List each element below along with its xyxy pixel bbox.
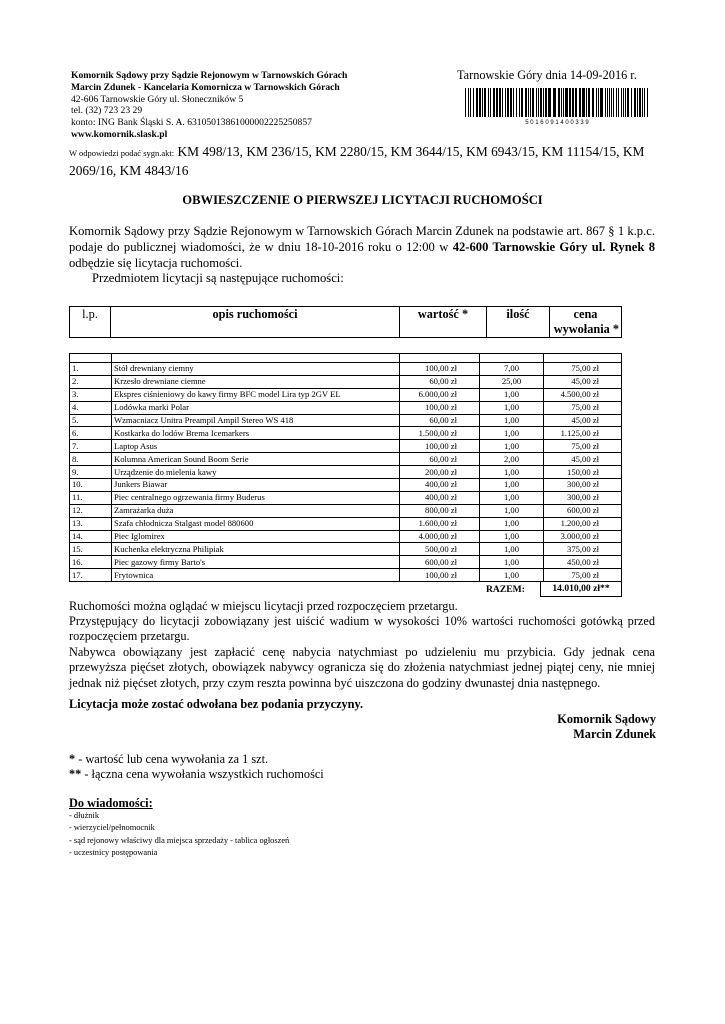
item-lp: 14. <box>70 530 112 543</box>
table-row <box>70 427 622 440</box>
distribution-item: - sąd rejonowy właściwy dla miejsca sprzedaży - tablica ogłoszeń <box>69 835 290 845</box>
item-starting-price: 75,00 zł <box>544 569 622 582</box>
item-starting-price: 4.500,00 zł <box>544 388 622 401</box>
footnote-mark-1: * <box>69 752 76 766</box>
header-price-line2: wywołania * <box>553 322 619 336</box>
item-description: Junkers Biawar <box>112 479 400 492</box>
item-description: Krzesło drewniane ciemne <box>112 375 400 388</box>
item-value: 60,00 zł <box>400 414 480 427</box>
header-price-line1: cena <box>573 307 598 321</box>
item-value: 400,00 zł <box>400 479 480 492</box>
item-starting-price: 300,00 zł <box>544 491 622 504</box>
table-row <box>70 556 622 569</box>
total-label: RAZEM: <box>486 584 525 595</box>
viewing-info: Ruchomości można oglądać w miejscu licytacji przed rozpoczęciem przetargu. <box>69 599 458 613</box>
office-phone: tel. (32) 723 23 29 <box>71 105 143 117</box>
item-value: 100,00 zł <box>400 401 480 414</box>
table-row <box>70 543 622 556</box>
item-description: Lodówka marki Polar <box>112 401 400 414</box>
signature-name: Marcin Zdunek <box>573 727 656 742</box>
auction-location: 42-600 Tarnowskie Góry ul. Rynek 8 <box>452 240 655 254</box>
footnote-text-1: - wartość lub cena wywołania za 1 szt. <box>75 752 269 766</box>
item-value: 60,00 zł <box>400 453 480 466</box>
item-quantity: 1,00 <box>480 479 544 492</box>
item-description: Piec gazowy firmy Barto's <box>112 556 400 569</box>
item-lp: 5. <box>70 414 112 427</box>
header-value: wartość * <box>400 307 487 338</box>
item-description: Ekspres ciśnieniowy do kawy firmy BFC model Lira typ 2GV EL <box>112 388 400 401</box>
item-quantity: 1,00 <box>480 543 544 556</box>
item-starting-price: 45,00 zł <box>544 414 622 427</box>
office-name-2: Marcin Zdunek - Kancelaria Komornicza w Tarnowskich Górach <box>71 81 340 93</box>
item-value: 6.000,00 zł <box>400 388 480 401</box>
document-title: OBWIESZCZENIE O PIERWSZEJ LICYTACJI RUCHOMOŚCI <box>182 193 543 207</box>
table-row <box>70 414 622 427</box>
intro-text-1: Komornik Sądowy przy Sądzie Rejonowym w Tarnowskich Górach Marcin Zdunek na podstawie art. 867 § 1 k.p.c. podaje do publicznej wiadomości, że w dniu 18-10-2016 roku o 12:00 w <box>69 224 655 254</box>
table-row <box>70 491 622 504</box>
distribution-item: - wierzyciel/pełnomocnik <box>69 823 155 833</box>
item-quantity: 7,00 <box>480 363 544 376</box>
item-value: 200,00 zł <box>400 466 480 479</box>
barcode-image <box>463 88 651 126</box>
item-quantity: 25,00 <box>480 375 544 388</box>
item-lp: 11. <box>70 491 112 504</box>
item-starting-price: 75,00 zł <box>544 363 622 376</box>
item-quantity: 1,00 <box>480 388 544 401</box>
cancellation-notice: Licytacja może zostać odwołana bez podania przyczyny. <box>69 697 364 711</box>
item-starting-price: 300,00 zł <box>544 479 622 492</box>
office-website: www.komornik.slask.pl <box>71 128 168 140</box>
item-lp: 13. <box>70 517 112 530</box>
reference-prefix: W odpowiedzi podać sygn.akt: <box>69 148 175 158</box>
item-description: Wzmacniacz Unitra Preampil Ampil Stereo WS 418 <box>112 414 400 427</box>
item-quantity: 1,00 <box>480 569 544 582</box>
distribution-list <box>69 810 289 859</box>
item-value: 600,00 zł <box>400 556 480 569</box>
item-lp: 3. <box>70 388 112 401</box>
item-description: Kostkarka do lodów Brema Icemarkers <box>112 427 400 440</box>
deposit-info: Przystępujący do licytacji zobowiązany jest uiścić wadium w wysokości 10% wartości ruchomości gotówką przed rozpoczęciem przetargu. <box>69 614 655 644</box>
signature <box>557 712 656 743</box>
item-value: 1.500,00 zł <box>400 427 480 440</box>
items-table <box>69 353 622 582</box>
item-quantity: 2,00 <box>480 453 544 466</box>
item-quantity: 1,00 <box>480 556 544 569</box>
item-lp: 2. <box>70 375 112 388</box>
payment-info: Nabywca obowiązany jest zapłacić cenę nabycia natychmiast po udzieleniu mu przybicia. Gdy jednak cena przewyższa pięćset złotych, obowiązek nabywcy ogranicza się do złożenia natychmiast jednej piątej ceny, nie mniej jednak niż pięćset złotych, przy czym reszta powinna być uiszczona do godziny dwunastej dnia następnego. <box>69 645 655 690</box>
item-value: 400,00 zł <box>400 491 480 504</box>
items-table-header <box>69 306 622 338</box>
distribution-item: - dłużnik <box>69 811 100 820</box>
footnote-text-2: - łączna cena wywołania wszystkich ruchomości <box>81 767 324 781</box>
table-row <box>70 479 622 492</box>
table-row <box>70 530 622 543</box>
item-starting-price: 450,00 zł <box>544 556 622 569</box>
item-starting-price: 375,00 zł <box>544 543 622 556</box>
intro-text-2: odbędzie się licytacja ruchomości. <box>69 256 243 270</box>
item-description: Frytownica <box>112 569 400 582</box>
header-quantity: ilość <box>487 307 550 338</box>
item-lp: 10. <box>70 479 112 492</box>
item-value: 100,00 zł <box>400 569 480 582</box>
item-description: Urządzenie do mielenia kawy <box>112 466 400 479</box>
item-value: 100,00 zł <box>400 363 480 376</box>
item-quantity: 1,00 <box>480 414 544 427</box>
case-references <box>69 143 669 179</box>
item-lp: 17. <box>70 569 112 582</box>
item-quantity: 1,00 <box>480 427 544 440</box>
item-description: Kolumna American Sound Boom Serie <box>112 453 400 466</box>
item-description: Piec centralnego ogrzewania firmy Buderus <box>112 491 400 504</box>
item-quantity: 1,00 <box>480 491 544 504</box>
signature-title: Komornik Sądowy <box>557 712 656 726</box>
table-row <box>70 466 622 479</box>
item-lp: 7. <box>70 440 112 453</box>
item-starting-price: 1.125,00 zł <box>544 427 622 440</box>
item-lp: 4. <box>70 401 112 414</box>
header-description: opis ruchomości <box>111 307 400 338</box>
item-value: 100,00 zł <box>400 440 480 453</box>
table-row <box>70 517 622 530</box>
item-lp: 1. <box>70 363 112 376</box>
barcode-digits: 5 0 1 6 0 9 1 4 0 0 3 3 9 <box>525 120 589 126</box>
item-lp: 9. <box>70 466 112 479</box>
item-lp: 12. <box>70 504 112 517</box>
item-quantity: 1,00 <box>480 401 544 414</box>
table-row <box>70 569 622 582</box>
item-description: Stół drewniany ciemny <box>112 363 400 376</box>
item-starting-price: 45,00 zł <box>544 453 622 466</box>
item-starting-price: 75,00 zł <box>544 440 622 453</box>
subject-line: Przedmiotem licytacji są następujące ruchomości: <box>92 271 344 285</box>
footnote-single <box>69 752 268 767</box>
item-lp: 8. <box>70 453 112 466</box>
item-starting-price: 1.200,00 zł <box>544 517 622 530</box>
item-starting-price: 600,00 zł <box>544 504 622 517</box>
item-quantity: 1,00 <box>480 466 544 479</box>
item-value: 4.000,00 zł <box>400 530 480 543</box>
item-description: Zamrażarka duża <box>112 504 400 517</box>
table-row <box>70 401 622 414</box>
item-lp: 16. <box>70 556 112 569</box>
item-starting-price: 75,00 zł <box>544 401 622 414</box>
item-quantity: 1,00 <box>480 504 544 517</box>
table-row <box>70 504 622 517</box>
place-date: Tarnowskie Góry dnia 14-09-2016 r. <box>457 68 637 82</box>
item-quantity: 1,00 <box>480 517 544 530</box>
item-quantity: 1,00 <box>480 440 544 453</box>
item-value: 500,00 zł <box>400 543 480 556</box>
total-value: 14.010,00 zł** <box>540 581 622 597</box>
item-lp: 15. <box>70 543 112 556</box>
table-row <box>70 453 622 466</box>
header-lp: l.p. <box>70 307 111 338</box>
header-starting-price <box>550 307 622 338</box>
table-row <box>70 363 622 376</box>
office-header <box>71 70 441 141</box>
item-description: Szafa chłodnicza Stalgast model 880600 <box>112 517 400 530</box>
table-row <box>70 440 622 453</box>
footnote-total <box>69 767 324 782</box>
distribution-item: - uczestnicy postępowania <box>69 847 158 857</box>
item-starting-price: 3.000,00 zł <box>544 530 622 543</box>
item-quantity: 1,00 <box>480 530 544 543</box>
item-starting-price: 45,00 zł <box>544 375 622 388</box>
table-row <box>70 375 622 388</box>
item-description: Piec Iglomirex <box>112 530 400 543</box>
table-row <box>70 388 622 401</box>
intro-paragraph <box>69 223 655 271</box>
item-value: 60,00 zł <box>400 375 480 388</box>
item-description: Kuchenka elektryczna Philipiak <box>112 543 400 556</box>
office-name: Komornik Sądowy przy Sądzie Rejonowym w Tarnowskich Górach <box>71 70 348 81</box>
table-spacer-row <box>70 354 622 363</box>
reference-numbers: KM 498/13, KM 236/15, KM 2280/15, KM 3644/15, KM 6943/15, KM 11154/15, KM 2069/16, KM 4843/16 <box>69 144 645 178</box>
item-lp: 6. <box>70 427 112 440</box>
distribution-title: Do wiadomości: <box>69 796 153 810</box>
item-value: 1.600,00 zł <box>400 517 480 530</box>
office-account: konto: ING Bank Śląski S. A. 63105013861000002225250857 <box>71 117 312 129</box>
item-value: 800,00 zł <box>400 504 480 517</box>
footnote-mark-2: ** <box>69 767 82 781</box>
item-description: Laptop Asus <box>112 440 400 453</box>
office-address: 42-606 Tarnowskie Góry ul. Słoneczników 5 <box>71 93 244 105</box>
item-starting-price: 150,00 zł <box>544 466 622 479</box>
